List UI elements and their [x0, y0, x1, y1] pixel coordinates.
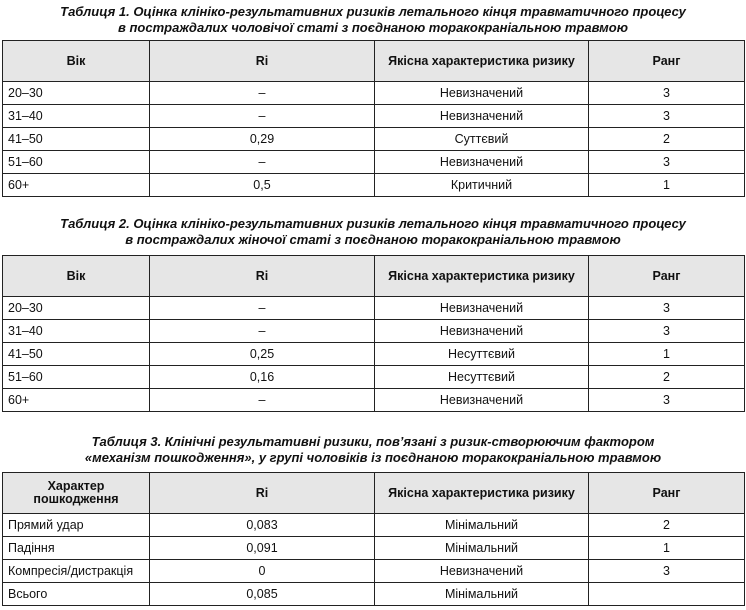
header-quality: Якісна характеристика ризику	[375, 473, 589, 514]
table2-caption	[0, 216, 746, 248]
table2	[2, 255, 745, 412]
table-row	[3, 297, 745, 320]
cell-mechanism: Всього	[3, 583, 150, 606]
cell-ri: –	[150, 105, 375, 128]
cell-ri: 0,083	[150, 514, 375, 537]
cell-rank: 1	[589, 537, 745, 560]
cell-quality: Мінімальний	[375, 583, 589, 606]
table-row	[3, 537, 745, 560]
table1-title-line2: в постраждалих чоловічої статі з поєднаною торакокраніальною травмою	[118, 20, 628, 35]
cell-age: 41–50	[3, 128, 150, 151]
table-row	[3, 560, 745, 583]
cell-ri: –	[150, 151, 375, 174]
cell-quality: Невизначений	[375, 151, 589, 174]
header-ri: Ri	[150, 256, 375, 297]
cell-rank: 3	[589, 151, 745, 174]
cell-age: 20–30	[3, 297, 150, 320]
table1	[2, 40, 745, 197]
header-quality: Якісна характеристика ризику	[375, 256, 589, 297]
cell-quality: Невизначений	[375, 297, 589, 320]
table-row	[3, 82, 745, 105]
cell-ri: 0,25	[150, 343, 375, 366]
table3-caption	[0, 434, 746, 466]
table2-header-row	[3, 256, 745, 297]
header-mechanism: Характер пошкодження	[3, 473, 150, 514]
cell-quality: Невизначений	[375, 82, 589, 105]
cell-quality: Невизначений	[375, 320, 589, 343]
cell-age: 31–40	[3, 105, 150, 128]
cell-mechanism: Прямий удар	[3, 514, 150, 537]
table-row	[3, 105, 745, 128]
table2-title-line2: в постраждалих жіночої статі з поєднаною торакокраніальною травмою	[125, 232, 621, 247]
table-row	[3, 174, 745, 197]
cell-ri: –	[150, 320, 375, 343]
table-row	[3, 514, 745, 537]
cell-ri: 0,085	[150, 583, 375, 606]
table1-title-line1: Таблиця 1. Оцінка клініко-результативних ризиків летального кінця травматичного процесу	[60, 4, 686, 19]
cell-age: 51–60	[3, 366, 150, 389]
cell-ri: 0,29	[150, 128, 375, 151]
cell-mechanism: Падіння	[3, 537, 150, 560]
header-rank: Ранг	[589, 41, 745, 82]
cell-rank: 1	[589, 174, 745, 197]
cell-rank: 3	[589, 82, 745, 105]
cell-rank: 3	[589, 105, 745, 128]
header-age: Вік	[3, 41, 150, 82]
cell-quality: Несуттєвий	[375, 343, 589, 366]
table-row	[3, 151, 745, 174]
cell-quality: Мінімальний	[375, 537, 589, 560]
cell-mechanism: Компресія/дистракція	[3, 560, 150, 583]
cell-rank: 2	[589, 128, 745, 151]
cell-rank: 3	[589, 560, 745, 583]
table1-caption	[0, 4, 746, 36]
cell-age: 41–50	[3, 343, 150, 366]
cell-age: 20–30	[3, 82, 150, 105]
cell-rank: 2	[589, 514, 745, 537]
header-ri: Ri	[150, 41, 375, 82]
table2-title-line1: Таблиця 2. Оцінка клініко-результативних ризиків летального кінця травматичного процесу	[60, 216, 686, 231]
table-row	[3, 583, 745, 606]
table3	[2, 472, 745, 606]
table1-header-row	[3, 41, 745, 82]
table-row	[3, 128, 745, 151]
table-row	[3, 320, 745, 343]
cell-quality: Несуттєвий	[375, 366, 589, 389]
cell-quality: Невизначений	[375, 560, 589, 583]
header-rank: Ранг	[589, 256, 745, 297]
cell-rank: 1	[589, 343, 745, 366]
cell-ri: 0	[150, 560, 375, 583]
cell-ri: 0,16	[150, 366, 375, 389]
table-row	[3, 389, 745, 412]
cell-ri: –	[150, 389, 375, 412]
cell-ri: 0,091	[150, 537, 375, 560]
table3-title-line1: Таблиця 3. Клінічні результативні ризики, пов’язані з ризик-створюючим фактором	[91, 434, 655, 449]
cell-ri: –	[150, 297, 375, 320]
header-quality: Якісна характеристика ризику	[375, 41, 589, 82]
cell-ri: –	[150, 82, 375, 105]
cell-quality: Критичний	[375, 174, 589, 197]
cell-age: 31–40	[3, 320, 150, 343]
cell-rank: 2	[589, 366, 745, 389]
cell-age: 60+	[3, 174, 150, 197]
cell-rank: 3	[589, 297, 745, 320]
table3-title-line2: «механізм пошкодження», у групі чоловіків із поєднаною торакокраніальною травмою	[84, 450, 662, 465]
header-rank: Ранг	[589, 473, 745, 514]
header-ri: Ri	[150, 473, 375, 514]
table3-header-row	[3, 473, 745, 514]
cell-age: 60+	[3, 389, 150, 412]
cell-age: 51–60	[3, 151, 150, 174]
table-row	[3, 343, 745, 366]
cell-quality: Невизначений	[375, 389, 589, 412]
cell-quality: Мінімальний	[375, 514, 589, 537]
cell-rank: 3	[589, 389, 745, 412]
cell-rank: 3	[589, 320, 745, 343]
cell-quality: Невизначений	[375, 105, 589, 128]
table-row	[3, 366, 745, 389]
cell-rank	[589, 583, 745, 606]
header-age: Вік	[3, 256, 150, 297]
cell-ri: 0,5	[150, 174, 375, 197]
cell-quality: Суттєвий	[375, 128, 589, 151]
